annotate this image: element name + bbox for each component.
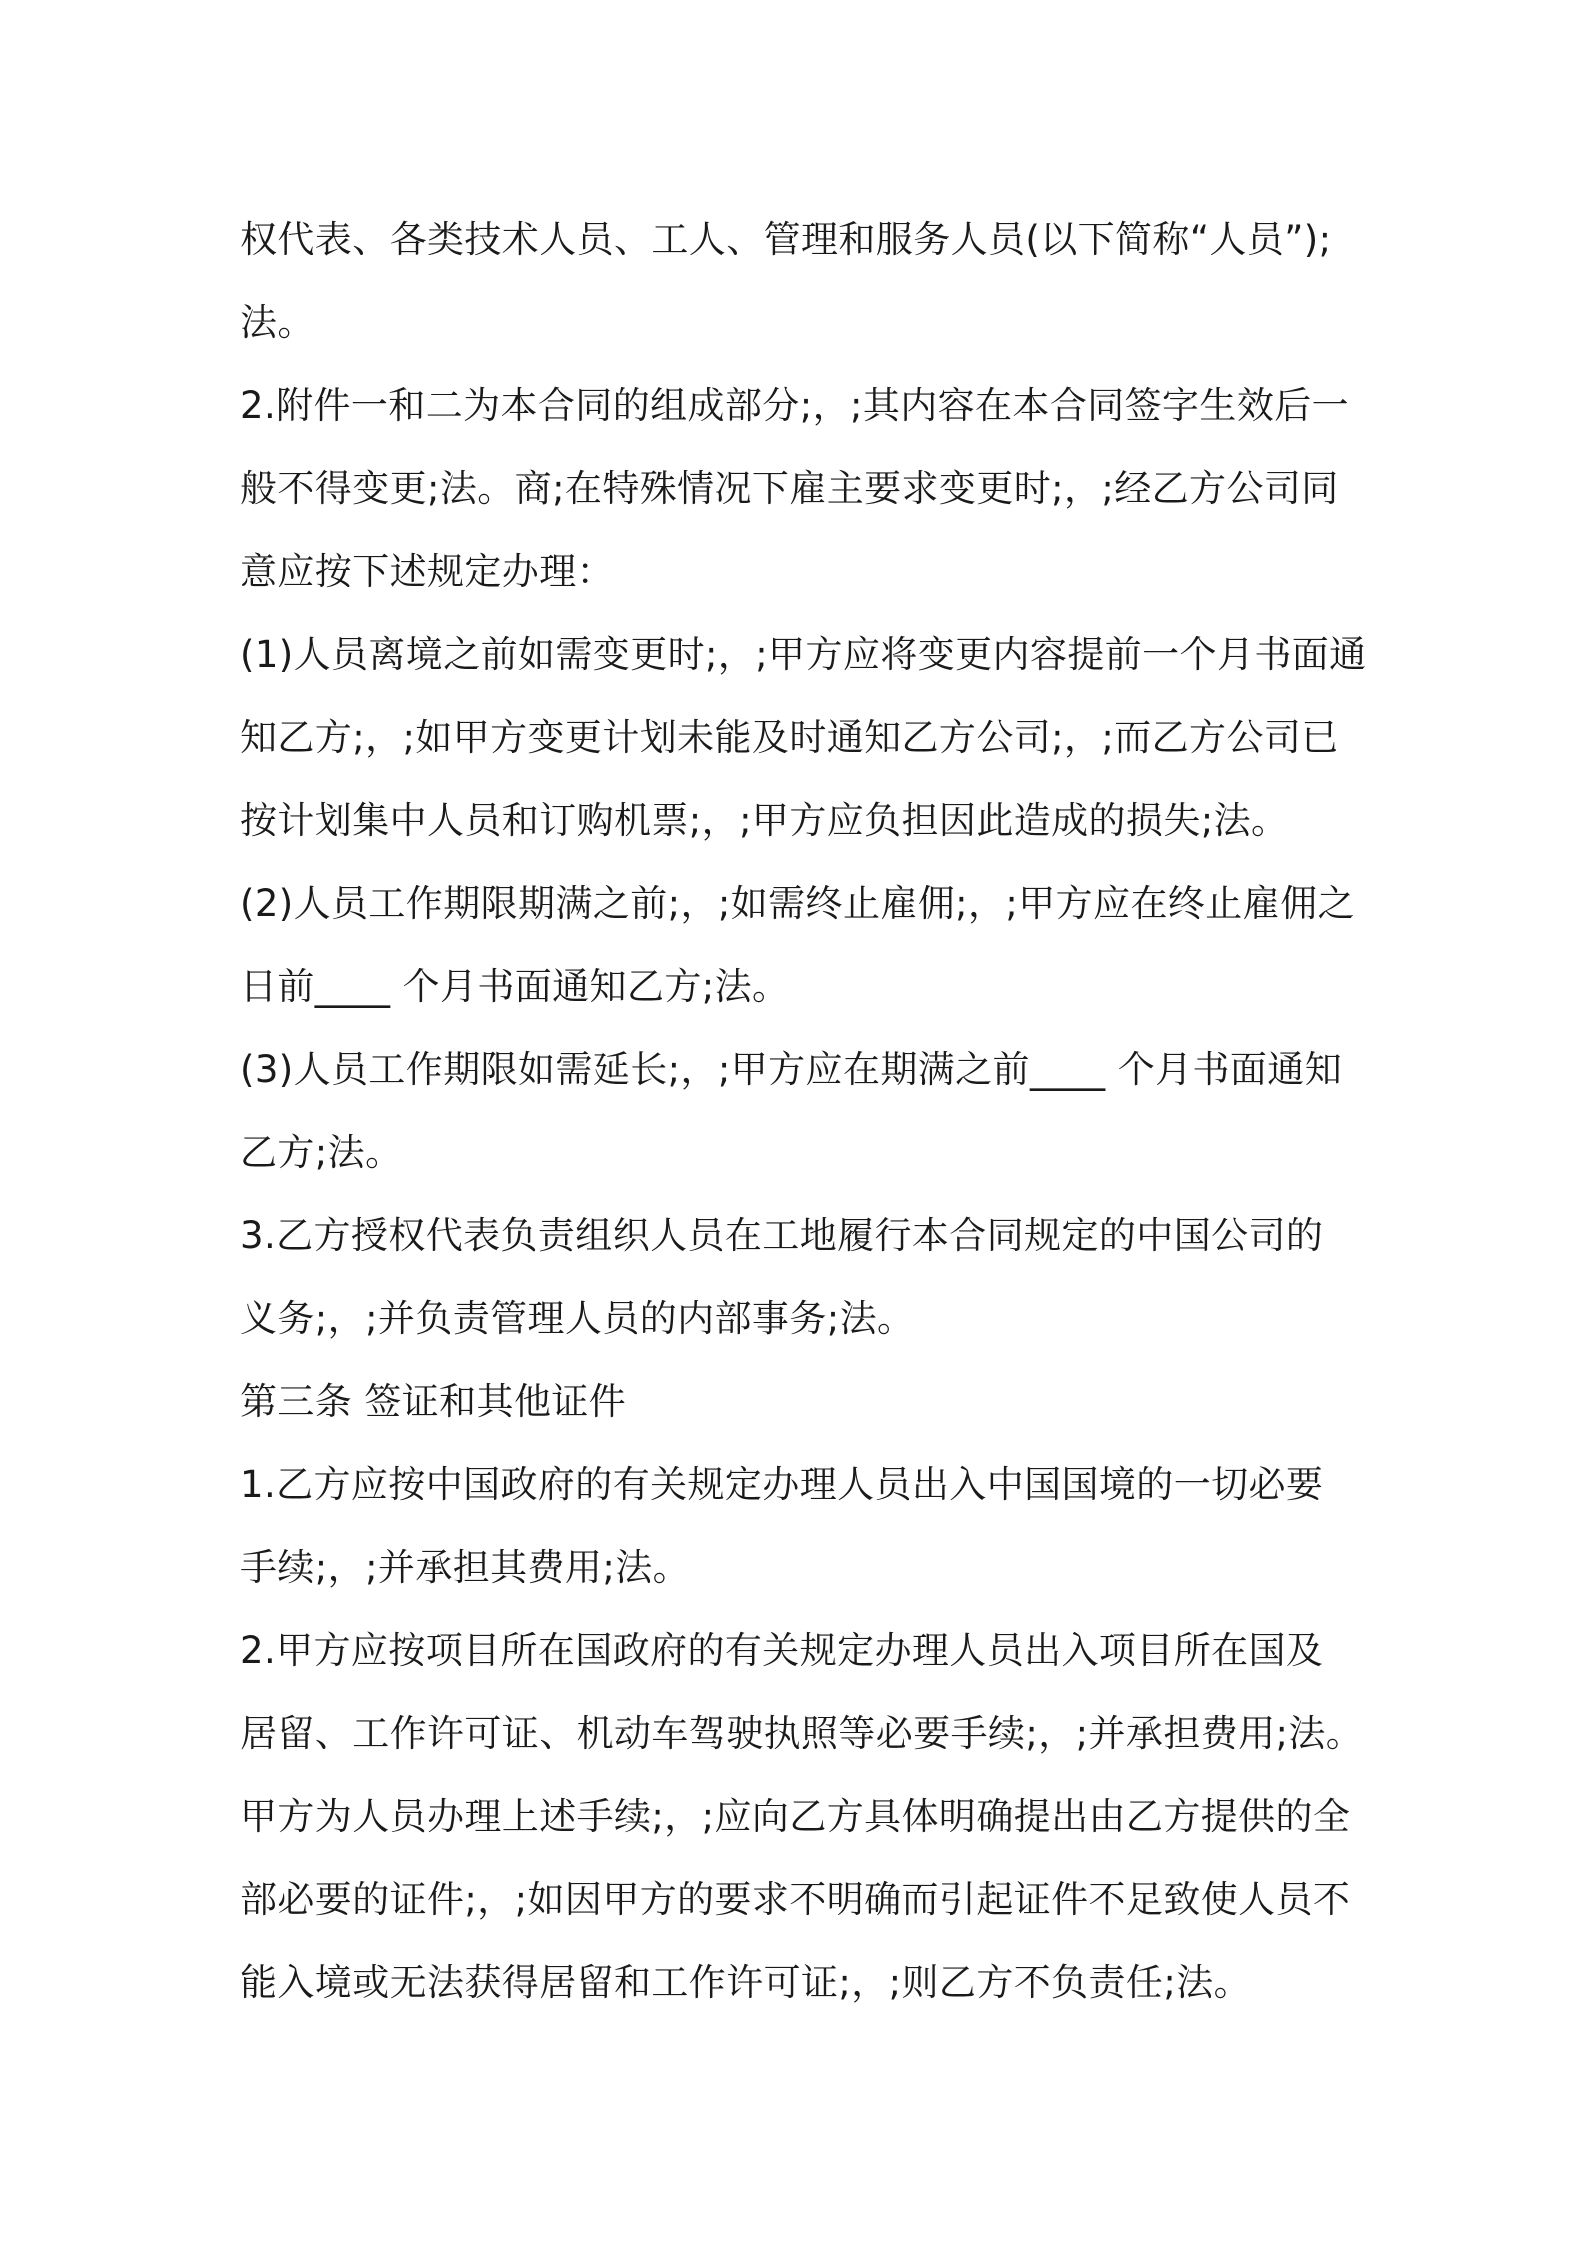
text-line: 意应按下述规定办理：: [240, 550, 614, 593]
text-line: 手续;，;并承担其费用;法。: [240, 1546, 690, 1589]
text-line: 般不得变更;法。商;在特殊情况下雇主要求变更时;，;经乙方公司同: [240, 467, 1339, 510]
text-line: 3.乙方授权代表负责组织人员在工地履行本合同规定的中国公司的: [240, 1214, 1324, 1257]
text-line: (3)人员工作期限如需延长;，;甲方应在期满之前____ 个月书面通知: [240, 1048, 1343, 1091]
text-line: 乙方;法。: [240, 1131, 403, 1174]
text-line: 2.附件一和二为本合同的组成部分;，;其内容在本合同签字生效后一: [240, 384, 1350, 427]
text-line: 能入境或无法获得居留和工作许可证;，;则乙方不负责任;法。: [240, 1961, 1251, 2004]
text-line: 甲方为人员办理上述手续;，;应向乙方具体明确提出由乙方提供的全: [240, 1795, 1351, 1838]
text-line: 日前____ 个月书面通知乙方;法。: [240, 965, 790, 1008]
text-line: 按计划集中人员和订购机票;，;甲方应负担因此造成的损失;法。: [240, 799, 1289, 842]
text-line: 知乙方;，;如甲方变更计划未能及时通知乙方公司;，;而乙方公司已: [240, 716, 1339, 759]
text-line: 1.乙方应按中国政府的有关规定办理人员出入中国国境的一切必要: [240, 1463, 1324, 1506]
text-line: 义务;，;并负责管理人员的内部事务;法。: [240, 1297, 915, 1340]
text-line: (1)人员离境之前如需变更时;，;甲方应将变更内容提前一个月书面通: [240, 633, 1367, 676]
text-line: (2)人员工作期限期满之前;，;如需终止雇佣;，;甲方应在终止雇佣之: [240, 882, 1355, 925]
text-line: 2.甲方应按项目所在国政府的有关规定办理人员出入项目所在国及: [240, 1629, 1324, 1672]
section-heading: 第三条 签证和其他证件: [240, 1380, 627, 1423]
text-line: 法。: [240, 301, 315, 344]
text-line: 部必要的证件;，;如因甲方的要求不明确而引起证件不足致使人员不: [240, 1878, 1351, 1921]
text-line: 权代表、各类技术人员、工人、管理和服务人员(以下简称“人员”);: [240, 218, 1332, 261]
document-body: [240, 198, 1367, 2024]
text-line: 居留、工作许可证、机动车驾驶执照等必要手续;，;并承担费用;法。: [240, 1712, 1364, 1755]
